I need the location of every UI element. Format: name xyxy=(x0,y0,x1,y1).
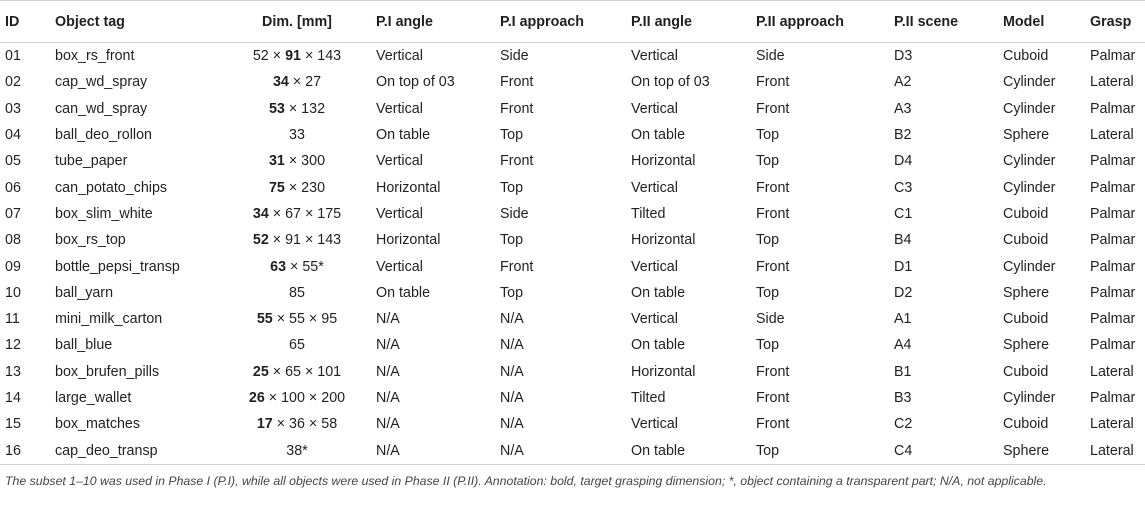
dimension-part: 52 × xyxy=(252,48,286,65)
cell-grasp: Lateral xyxy=(1090,363,1134,380)
cell-p1-angle: N/A xyxy=(376,337,400,354)
dimension-part: 65 xyxy=(289,337,305,354)
cell-grasp: Palmar xyxy=(1090,179,1136,196)
table-row xyxy=(0,411,1145,437)
cell-p1-approach: Front xyxy=(500,153,534,170)
cell-id: 03 xyxy=(5,100,21,117)
cell-object-tag: box_rs_top xyxy=(55,232,126,249)
cell-p2-scene: D2 xyxy=(894,284,913,301)
dimension-part: × 91 × 143 xyxy=(268,232,342,249)
table-row xyxy=(0,201,1145,227)
cell-dimensions xyxy=(218,306,376,332)
header-p2-scene: P.II scene xyxy=(894,1,1003,43)
header-p1-approach: P.I approach xyxy=(500,1,631,43)
dimension-part: 33 xyxy=(289,127,305,144)
cell-p1-approach: Side xyxy=(500,205,529,222)
cell-p1-angle: On top of 03 xyxy=(376,74,455,91)
table-row xyxy=(0,332,1145,358)
cell-p2-angle: Vertical xyxy=(631,48,678,65)
cell-p1-angle: Vertical xyxy=(376,153,423,170)
cell-p1-angle: On table xyxy=(376,127,431,144)
cell-p2-approach: Top xyxy=(756,127,780,144)
cell-p2-angle: Horizontal xyxy=(631,232,696,249)
table-body xyxy=(0,43,1145,465)
table-row xyxy=(0,280,1145,306)
cell-id: 13 xyxy=(5,363,21,380)
cell-grasp: Palmar xyxy=(1090,258,1136,275)
cell-model: Cuboid xyxy=(1003,205,1049,222)
cell-p2-approach: Front xyxy=(756,74,790,91)
cell-p2-scene: A3 xyxy=(894,100,912,117)
cell-p2-approach: Front xyxy=(756,100,790,117)
cell-p1-approach: Front xyxy=(500,258,534,275)
cell-p2-angle: Vertical xyxy=(631,100,678,117)
cell-p1-approach: Front xyxy=(500,100,534,117)
cell-object-tag: ball_blue xyxy=(55,337,113,354)
cell-dimensions xyxy=(218,359,376,385)
cell-grasp: Lateral xyxy=(1090,437,1145,464)
dimension-part: × 36 × 58 xyxy=(272,416,338,433)
cell-object-tag: box_matches xyxy=(55,416,141,433)
cell-p1-approach: Top xyxy=(500,284,524,301)
cell-p2-approach: Front xyxy=(756,258,790,275)
cell-p1-angle: Vertical xyxy=(376,205,423,222)
cell-dimensions xyxy=(218,174,376,200)
cell-model: Cylinder xyxy=(1003,179,1056,196)
cell-p2-scene: B1 xyxy=(894,363,912,380)
header-model: Model xyxy=(1003,1,1090,43)
cell-model: Cylinder xyxy=(1003,74,1056,91)
cell-object-tag: tube_paper xyxy=(55,153,128,170)
target-dimension: 52 xyxy=(252,232,269,249)
dimension-part: × 55 × 95 xyxy=(272,311,338,328)
dimension-part: × 300 xyxy=(284,153,326,170)
cell-p2-angle: On table xyxy=(631,337,686,354)
cell-id: 08 xyxy=(5,232,21,249)
cell-p2-approach: Side xyxy=(756,48,785,65)
cell-grasp: Palmar xyxy=(1090,153,1136,170)
cell-p1-angle: N/A xyxy=(376,437,500,464)
cell-p2-approach: Front xyxy=(756,416,790,433)
cell-grasp: Palmar xyxy=(1090,284,1136,301)
cell-object-tag: ball_deo_rollon xyxy=(55,127,152,144)
cell-object-tag: ball_yarn xyxy=(55,284,114,301)
cell-dimensions xyxy=(218,122,376,148)
cell-grasp: Palmar xyxy=(1090,311,1136,328)
cell-p2-scene: A1 xyxy=(894,311,912,328)
cell-dimensions xyxy=(218,385,376,411)
cell-p2-scene: D1 xyxy=(894,258,913,275)
cell-p2-scene: C4 xyxy=(894,437,1003,464)
cell-p2-angle: On table xyxy=(631,437,756,464)
cell-p2-angle: On table xyxy=(631,127,686,144)
cell-id: 01 xyxy=(5,48,21,65)
cell-id: 05 xyxy=(5,153,21,170)
cell-grasp: Palmar xyxy=(1090,100,1136,117)
header-dimensions: Dim. [mm] xyxy=(218,1,376,43)
cell-p2-scene: D4 xyxy=(894,153,913,170)
cell-p1-approach: Top xyxy=(500,179,524,196)
cell-dimensions xyxy=(218,201,376,227)
cell-p1-approach: Side xyxy=(500,48,529,65)
cell-p1-angle: Vertical xyxy=(376,258,423,275)
table-row xyxy=(0,306,1145,332)
cell-model: Cuboid xyxy=(1003,416,1049,433)
header-object-tag: Object tag xyxy=(55,1,218,43)
cell-model: Cylinder xyxy=(1003,153,1056,170)
table-row xyxy=(0,69,1145,95)
cell-p1-angle: N/A xyxy=(376,311,400,328)
cell-p2-angle: On table xyxy=(631,284,686,301)
cell-id: 12 xyxy=(5,337,21,354)
table-row xyxy=(0,359,1145,385)
cell-id: 09 xyxy=(5,258,21,275)
cell-p2-angle: Horizontal xyxy=(631,153,696,170)
header-id: ID xyxy=(0,1,55,43)
cell-object-tag: cap_wd_spray xyxy=(55,74,148,91)
cell-p2-approach: Front xyxy=(756,179,790,196)
cell-object-tag: cap_deo_transp xyxy=(55,437,218,464)
cell-p2-angle: Tilted xyxy=(631,205,666,222)
cell-id: 10 xyxy=(5,284,21,301)
cell-p2-approach: Top xyxy=(756,337,780,354)
cell-model: Cuboid xyxy=(1003,232,1049,249)
dimension-part: × 65 × 101 xyxy=(268,363,342,380)
header-p1-angle: P.I angle xyxy=(376,1,500,43)
cell-p1-angle: N/A xyxy=(376,390,400,406)
cell-p1-approach: Front xyxy=(500,74,534,91)
table-row xyxy=(0,174,1145,200)
cell-model: Cuboid xyxy=(1003,311,1049,328)
dimension-part: × 132 xyxy=(284,100,326,117)
cell-model: Sphere xyxy=(1003,284,1050,301)
cell-model: Sphere xyxy=(1003,337,1050,354)
cell-grasp: Palmar xyxy=(1090,205,1136,222)
cell-dimensions xyxy=(218,332,376,358)
cell-dimensions xyxy=(218,411,376,437)
cell-p2-angle: Tilted xyxy=(631,390,666,406)
table-row xyxy=(0,227,1145,253)
table-row xyxy=(0,437,1145,464)
cell-object-tag: can_potato_chips xyxy=(55,179,168,196)
cell-p2-approach: Top xyxy=(756,153,780,170)
cell-p2-scene: A2 xyxy=(894,74,912,91)
header-row xyxy=(0,1,1145,43)
cell-object-tag: large_wallet xyxy=(55,390,132,406)
target-dimension: 34 xyxy=(252,205,269,222)
cell-dimensions xyxy=(218,437,376,464)
cell-p2-scene: B3 xyxy=(894,390,912,406)
target-dimension: 17 xyxy=(256,416,273,433)
cell-p2-scene: B2 xyxy=(894,127,912,144)
cell-p1-approach: Top xyxy=(500,232,524,249)
cell-object-tag: box_brufen_pills xyxy=(55,363,160,380)
cell-object-tag: bottle_pepsi_transp xyxy=(55,258,180,275)
cell-model: Cylinder xyxy=(1003,390,1056,406)
table-row xyxy=(0,96,1145,122)
cell-dimensions xyxy=(218,227,376,253)
cell-p2-angle: On top of 03 xyxy=(631,74,710,91)
cell-p1-approach: N/A xyxy=(500,390,524,406)
target-dimension: 91 xyxy=(285,48,301,65)
cell-id: 06 xyxy=(5,179,21,196)
dimension-part: × 27 xyxy=(288,74,322,91)
target-dimension: 26 xyxy=(248,390,265,406)
cell-p2-scene: A4 xyxy=(894,337,912,354)
cell-dimensions xyxy=(218,253,376,279)
cell-id: 16 xyxy=(0,437,55,464)
cell-grasp: Palmar xyxy=(1090,390,1136,406)
cell-dimensions xyxy=(218,69,376,95)
target-dimension: 55 xyxy=(256,311,273,328)
cell-p2-approach: Front xyxy=(756,205,790,222)
cell-model: Cylinder xyxy=(1003,100,1056,117)
cell-p2-scene: C1 xyxy=(894,205,913,222)
cell-object-tag: can_wd_spray xyxy=(55,100,148,117)
dimension-part: × 143 xyxy=(300,48,342,65)
cell-id: 02 xyxy=(5,74,21,91)
cell-grasp: Lateral xyxy=(1090,74,1134,91)
cell-p2-approach: Top xyxy=(756,232,780,249)
cell-p2-approach: Front xyxy=(756,363,790,380)
table-row xyxy=(0,385,1145,411)
cell-id: 07 xyxy=(5,205,21,222)
cell-model: Sphere xyxy=(1003,127,1050,144)
cell-p2-scene: C3 xyxy=(894,179,913,196)
cell-id: 14 xyxy=(5,390,21,406)
target-dimension: 53 xyxy=(268,100,285,117)
target-dimension: 34 xyxy=(272,74,289,91)
cell-dimensions xyxy=(218,96,376,122)
cell-model: Cylinder xyxy=(1003,258,1056,275)
dimension-part: × 55* xyxy=(286,258,324,275)
cell-p2-approach: Side xyxy=(756,311,785,328)
cell-p1-approach: N/A xyxy=(500,337,524,354)
cell-p1-angle: Horizontal xyxy=(376,232,441,249)
cell-grasp: Lateral xyxy=(1090,127,1134,144)
target-dimension: 75 xyxy=(268,179,285,196)
cell-p2-angle: Vertical xyxy=(631,311,678,328)
cell-p2-approach: Top xyxy=(756,284,780,301)
cell-id: 04 xyxy=(5,127,21,144)
cell-grasp: Palmar xyxy=(1090,232,1136,249)
dimension-part: 38* xyxy=(286,442,308,459)
cell-p1-approach: N/A xyxy=(500,363,524,380)
cell-grasp: Palmar xyxy=(1090,48,1136,65)
cell-p2-angle: Vertical xyxy=(631,416,678,433)
table-row xyxy=(0,122,1145,148)
cell-id: 15 xyxy=(5,416,21,433)
table-row xyxy=(0,253,1145,279)
cell-object-tag: box_slim_white xyxy=(55,205,153,222)
dimension-part: × 230 xyxy=(284,179,326,196)
cell-id: 11 xyxy=(5,311,20,328)
cell-p1-approach: N/A xyxy=(500,416,524,433)
cell-dimensions xyxy=(218,148,376,174)
table-row xyxy=(0,148,1145,174)
target-dimension: 31 xyxy=(268,153,285,170)
header-grasp: Grasp xyxy=(1090,1,1145,43)
header-p2-approach: P.II approach xyxy=(756,1,894,43)
cell-dimensions xyxy=(218,280,376,306)
cell-model: Sphere xyxy=(1003,437,1090,464)
target-dimension: 63 xyxy=(270,258,287,275)
dimension-part: × 100 × 200 xyxy=(264,390,346,406)
cell-p2-angle: Horizontal xyxy=(631,363,696,380)
target-dimension: 25 xyxy=(252,363,269,380)
cell-object-tag: mini_milk_carton xyxy=(55,311,163,328)
cell-p1-angle: N/A xyxy=(376,416,400,433)
cell-p1-angle: Vertical xyxy=(376,100,423,117)
cell-p2-scene: B4 xyxy=(894,232,912,249)
cell-p1-approach: N/A xyxy=(500,437,631,464)
table-row xyxy=(0,43,1145,70)
cell-p2-scene: D3 xyxy=(894,48,913,65)
cell-p1-approach: N/A xyxy=(500,311,524,328)
cell-dimensions xyxy=(218,43,376,70)
dimension-part: 85 xyxy=(289,284,305,301)
cell-p1-approach: Top xyxy=(500,127,524,144)
cell-grasp: Lateral xyxy=(1090,416,1134,433)
cell-p2-scene: C2 xyxy=(894,416,913,433)
cell-p2-angle: Vertical xyxy=(631,258,678,275)
cell-object-tag: box_rs_front xyxy=(55,48,135,65)
cell-model: Cuboid xyxy=(1003,48,1049,65)
cell-p2-approach: Front xyxy=(756,390,790,406)
cell-p1-angle: Horizontal xyxy=(376,179,441,196)
cell-p1-angle: N/A xyxy=(376,363,400,380)
dimension-part: × 67 × 175 xyxy=(268,205,342,222)
cell-p1-angle: On table xyxy=(376,284,431,301)
table-footnote: The subset 1–10 was used in Phase I (P.I), while all objects were used in Phase II (P.II). Annotation: bold, target grasping dimension; *, object containing a transparent part; N/A, not applicable. xyxy=(5,473,1047,488)
cell-p2-angle: Vertical xyxy=(631,179,678,196)
header-p2-angle: P.II angle xyxy=(631,1,756,43)
cell-p2-approach: Top xyxy=(756,437,894,464)
cell-model: Cuboid xyxy=(1003,363,1049,380)
cell-grasp: Palmar xyxy=(1090,337,1136,354)
cell-p1-angle: Vertical xyxy=(376,48,423,65)
